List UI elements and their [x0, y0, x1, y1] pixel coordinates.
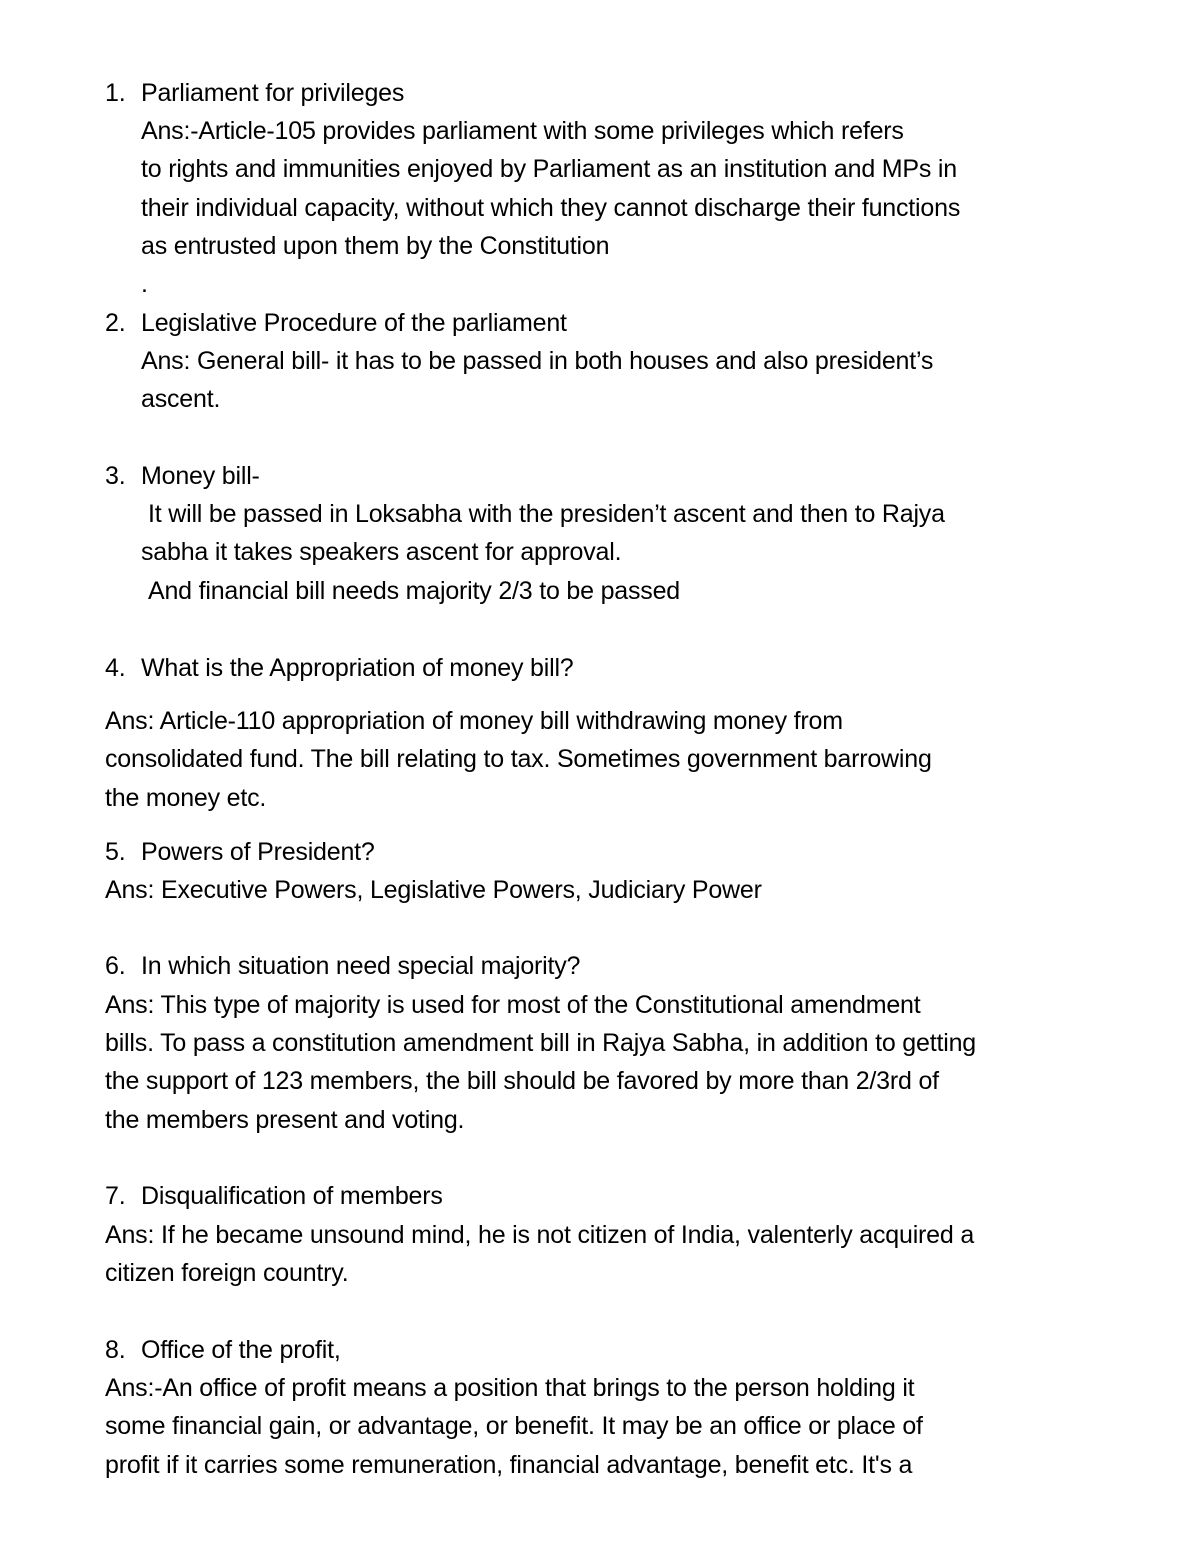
answer-line: It will be passed in Loksabha with the presiden’t ascent and then to Rajya: [148, 500, 945, 528]
answer-line: bills. To pass a constitution amendment bill in Rajya Sabha, in addition to getting: [105, 1029, 976, 1057]
answer-line: Ans:-Article-105 provides parliament with some privileges which refers: [141, 117, 904, 145]
answer-line: the money etc.: [105, 784, 267, 812]
answer-line: their individual capacity, without which they cannot discharge their functions: [141, 194, 961, 222]
item-number: 8.: [105, 1336, 126, 1364]
answer-line: to rights and immunities enjoyed by Parliament as an institution and MPs in: [141, 155, 957, 183]
answer-line: profit if it carries some remuneration, financial advantage, benefit etc. It's a: [105, 1451, 913, 1479]
answer-line: .: [141, 270, 148, 298]
answer-line: ascent.: [141, 385, 221, 413]
answer-line: Ans:-An office of profit means a position that brings to the person holding it: [105, 1374, 915, 1402]
question-heading: Parliament for privileges: [141, 79, 405, 107]
answer-line: the support of 123 members, the bill should be favored by more than 2/3rd of: [105, 1067, 939, 1095]
question-heading: What is the Appropriation of money bill?: [141, 654, 574, 682]
item-number: 2.: [105, 309, 126, 337]
answer-line: as entrusted upon them by the Constitution: [141, 232, 610, 260]
question-heading: Money bill-: [141, 462, 260, 490]
question-heading: Disqualification of members: [141, 1182, 443, 1210]
question-heading: Office of the profit,: [141, 1336, 341, 1364]
answer-line: Ans: If he became unsound mind, he is not citizen of India, valenterly acquired a: [105, 1221, 975, 1249]
answer-line: the members present and voting.: [105, 1106, 465, 1134]
question-heading: In which situation need special majority?: [141, 952, 581, 980]
answer-line: citizen foreign country.: [105, 1259, 349, 1287]
answer-line: some financial gain, or advantage, or benefit. It may be an office or place of: [105, 1412, 923, 1440]
item-number: 4.: [105, 654, 126, 682]
item-number: 6.: [105, 952, 126, 980]
item-number: 3.: [105, 462, 126, 490]
answer-line: Ans: This type of majority is used for most of the Constitutional amendment: [105, 991, 921, 1019]
answer-line: Ans: Executive Powers, Legislative Powers, Judiciary Power: [105, 876, 762, 904]
answer-line: And financial bill needs majority 2/3 to be passed: [148, 577, 680, 605]
answer-line: sabha it takes speakers ascent for approval.: [141, 538, 622, 566]
question-heading: Powers of President?: [141, 838, 375, 866]
answer-line: consolidated fund. The bill relating to tax. Sometimes government barrowing: [105, 745, 932, 773]
item-number: 5.: [105, 838, 126, 866]
question-heading: Legislative Procedure of the parliament: [141, 309, 567, 337]
item-number: 1.: [105, 79, 126, 107]
answer-line: Ans: General bill- it has to be passed in both houses and also president’s: [141, 347, 934, 375]
answer-line: Ans: Article-110 appropriation of money bill withdrawing money from: [105, 707, 843, 735]
item-number: 7.: [105, 1182, 126, 1210]
